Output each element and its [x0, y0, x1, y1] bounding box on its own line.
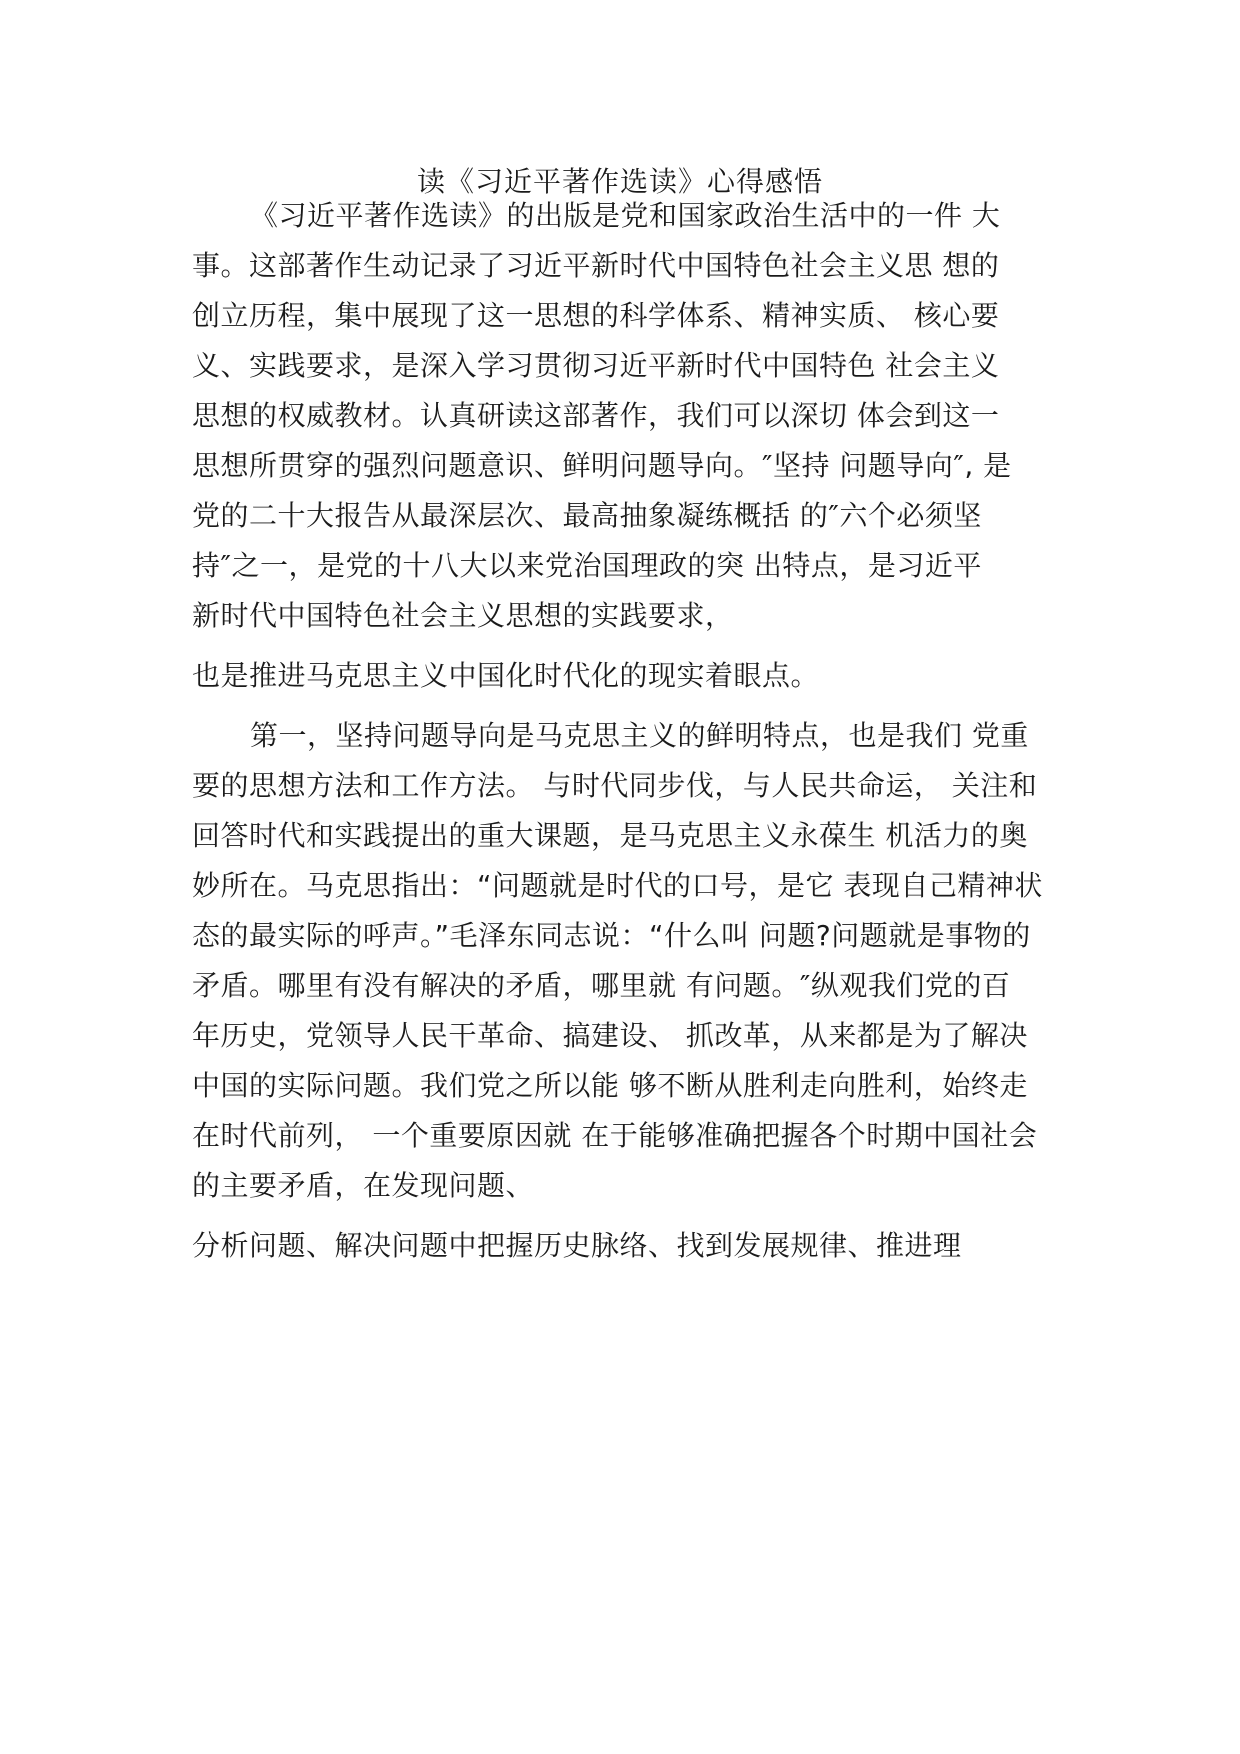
- text-line: 事。这部著作生动记录了习近平新时代中国特色社会主义思 想的: [192, 249, 1000, 282]
- text-line: 创立历程，集中展现了这一思想的科学体系、精神实质、 核心要: [192, 299, 1000, 332]
- text-line: 持″之一，是党的十八大以来党治国理政的突 出特点，是习近平: [192, 549, 982, 582]
- text-line: 矛盾。哪里有没有解决的矛盾，哪里就 有问题。″纵观我们党的百: [192, 969, 1011, 1002]
- text-line: 回答时代和实践提出的重大课题，是马克思主义永葆生 机活力的奥: [192, 819, 1028, 852]
- text-line: 思想的权威教材。认真研读这部著作，我们可以深切 体会到这一: [192, 399, 1000, 432]
- text-line: 在时代前列， 一个重要原因就 在于能够准确把握各个时期中国社会: [192, 1119, 1038, 1152]
- text-line: 党的二十大报告从最深层次、最高抽象凝练概括 的″六个必须坚: [192, 499, 982, 532]
- text-line: 《习近平著作选读》的出版是党和国家政治生活中的一件 大: [250, 199, 1001, 232]
- text-line: 思想所贯穿的强烈问题意识、鲜明问题导向。″坚持 问题导向″, 是: [192, 449, 1012, 482]
- text-line: 年历史，党领导人民干革命、搞建设、 抓改革，从来都是为了解决: [192, 1019, 1028, 1052]
- text-line: 也是推进马克思主义中国化时代化的现实着眼点。: [192, 659, 820, 692]
- document-title: 读《习近平著作选读》心得感悟: [416, 165, 823, 198]
- text-line: 第一，坚持问题导向是马克思主义的鲜明特点，也是我们 党重: [250, 719, 1029, 752]
- text-line: 态的最实际的呼声。”毛泽东同志说：“什么叫 问题?问题就是事物的: [192, 919, 1031, 952]
- text-line: 妙所在。马克思指出：“问题就是时代的口号，是它 表现自己精神状: [192, 869, 1043, 902]
- text-line: 要的思想方法和工作方法。 与时代同步伐，与人民共命运， 关注和: [192, 769, 1038, 802]
- text-line: 中国的实际问题。我们党之所以能 够不断从胜利走向胜利，始终走: [192, 1069, 1028, 1102]
- text-line: 分析问题、解决问题中把握历史脉络、找到发展规律、推进理: [192, 1229, 962, 1262]
- text-line: 的主要矛盾，在发现问题、: [192, 1169, 535, 1202]
- text-line: 义、实践要求，是深入学习贯彻习近平新时代中国特色 社会主义: [192, 349, 1000, 382]
- text-line: 新时代中国特色社会主义思想的实践要求，: [192, 599, 734, 632]
